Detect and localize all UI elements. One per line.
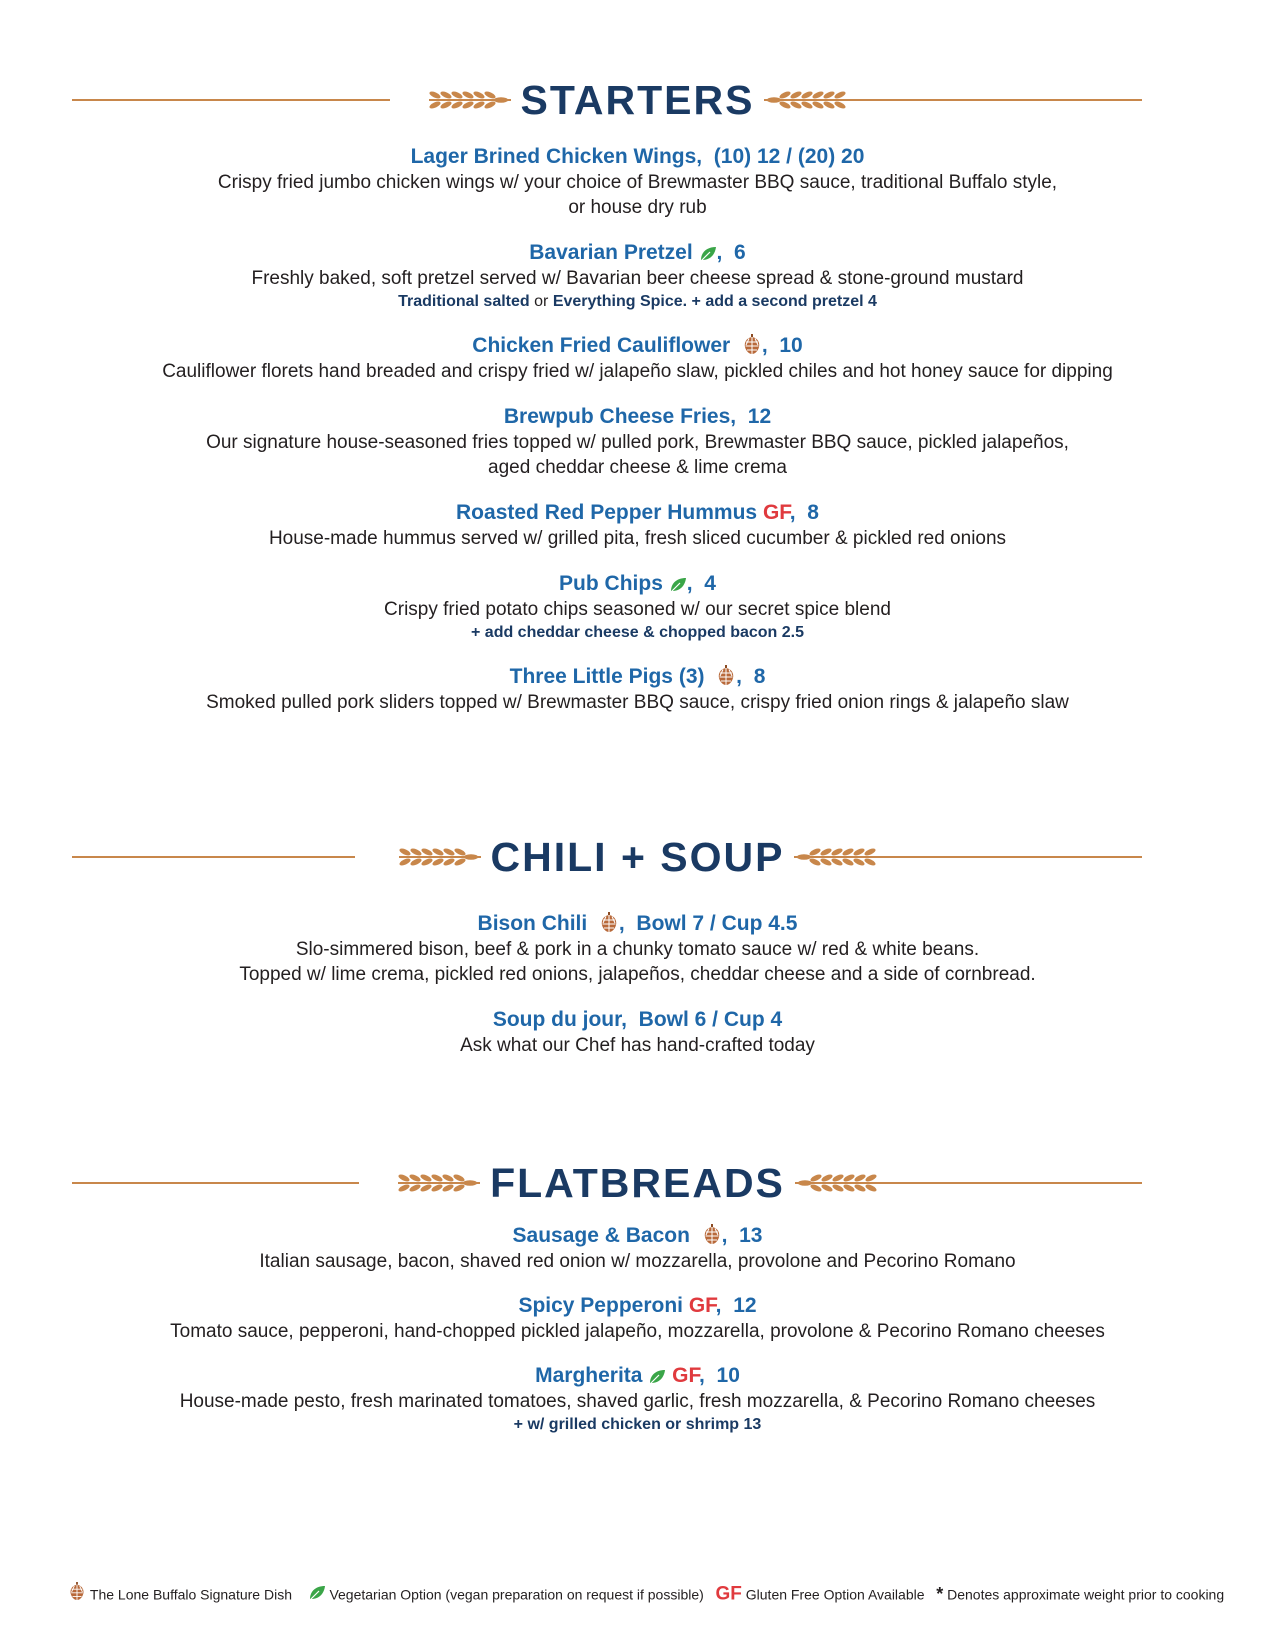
legend-signature: The Lone Buffalo Signature Dish: [89, 1586, 292, 1603]
item-price: 8: [753, 665, 766, 688]
menu-item: Bavarian Pretzel , 6 Freshly baked, soft pretzel served w/ Bavarian beer cheese spread & stone-ground mustard Traditional salted or Everything Spice. + add a second pretzel 4: [0, 240, 1275, 313]
menu-item: [0, 1007, 1275, 1058]
item-description: or house dry rub: [568, 197, 707, 218]
item-name: Lager Brined Chicken Wings,: [410, 145, 703, 168]
item-name: Brewpub Cheese Fries,: [503, 405, 737, 428]
item-description: Crispy fried jumbo chicken wings w/ your choice of Brewmaster BBQ sauce, traditional Buffalo style,: [217, 172, 1058, 193]
legend-vegetarian: Vegetarian Option (vegan preparation on request if possible): [329, 1586, 704, 1603]
section-header: [0, 70, 1275, 130]
item-description: Slo-simmered bison, beef & pork in a chunky tomato sauce w/ red & white beans.: [295, 939, 980, 960]
item-price: 10: [716, 1364, 740, 1387]
section-title: CHILI + SOUP: [490, 834, 785, 880]
menu-item: Bison Chili , Bowl 7 / Cup 4.5 Slo-simmered bison, beef & pork in a chunky tomato sauce w/ red & white beans. Topped w/ lime crema, pickled red onions, jalapeños, cheddar cheese and a side of cornbread.: [0, 911, 1275, 987]
item-description: House-made pesto, fresh marinated tomatoes, shaved garlic, fresh mozzarella, & Pecorino Romano cheeses: [179, 1391, 1096, 1412]
gluten-free-badge: GF: [688, 1294, 716, 1317]
item-price: (10) 12 / (20) 20: [713, 145, 865, 168]
item-description: House-made hummus served w/ grilled pita, fresh sliced cucumber & pickled red onions: [268, 528, 1007, 549]
item-description: Topped w/ lime crema, pickled red onions, jalapeños, cheddar cheese and a side of cornbread.: [239, 964, 1036, 985]
item-name: Roasted Red Pepper Hummus: [456, 501, 758, 524]
menu-item: [0, 404, 1275, 480]
wheat-icon: [427, 89, 513, 111]
section-title: FLATBREADS: [490, 1160, 785, 1206]
item-addon: Traditional salted or Everything Spice. + add a second pretzel 4: [398, 293, 877, 310]
asterisk-icon: *: [936, 1583, 944, 1604]
section-starters: [0, 70, 1275, 715]
item-description: Cauliflower florets hand breaded and crispy fried w/ jalapeño slaw, pickled chiles and hot honey sauce for dipping: [162, 361, 1113, 382]
menu-item: Pub Chips , 4 Crispy fried potato chips seasoned w/ our secret spice blend + add cheddar cheese & chopped bacon 2.5: [0, 571, 1275, 644]
item-price: 12: [747, 405, 772, 428]
section-header: [0, 1153, 1275, 1213]
legend: [68, 1581, 1225, 1605]
leaf-icon: [308, 1585, 326, 1601]
item-description: Italian sausage, bacon, shaved red onion w/ mozzarella, provolone and Pecorino Romano: [259, 1251, 1016, 1272]
item-name: Chicken Fried Cauliflower: [472, 334, 731, 357]
item-addon: + add cheddar cheese & chopped bacon 2.5: [471, 624, 804, 641]
hop-icon: [742, 333, 762, 355]
item-price: 13: [739, 1224, 763, 1247]
section-header: [0, 827, 1275, 887]
wheat-icon: [793, 1172, 879, 1194]
leaf-icon: [669, 577, 687, 593]
wheat-icon: [792, 846, 878, 868]
wheat-icon: [397, 846, 483, 868]
item-addon: + w/ grilled chicken or shrimp 13: [513, 1416, 762, 1433]
menu-item: Sausage & Bacon , 13 Italian sausage, bacon, shaved red onion w/ mozzarella, provolone and Pecorino Romano: [0, 1223, 1275, 1274]
section-title: STARTERS: [520, 77, 755, 123]
item-price: 4: [704, 572, 716, 595]
item-description: Smoked pulled pork sliders topped w/ Brewmaster BBQ sauce, crispy fried onion rings & jalapeño slaw: [206, 692, 1069, 713]
item-name: Bavarian Pretzel: [529, 241, 693, 264]
hop-icon: [599, 911, 619, 933]
gluten-free-badge: GF: [715, 1583, 742, 1605]
hop-icon: [716, 664, 736, 686]
item-description: Crispy fried potato chips seasoned w/ our secret spice blend: [384, 599, 891, 620]
item-name: Bison Chili: [477, 912, 588, 935]
item-description: Tomato sauce, pepperoni, hand-chopped pickled jalapeño, mozzarella, provolone & Pecorino Romano cheeses: [170, 1321, 1105, 1342]
item-price: 10: [779, 334, 803, 357]
leaf-icon: [699, 246, 717, 262]
item-description: aged cheddar cheese & lime crema: [488, 457, 787, 478]
item-price: Bowl 7 / Cup 4.5: [636, 912, 798, 935]
item-name: Margherita: [535, 1364, 643, 1387]
gluten-free-badge: GF: [672, 1364, 699, 1387]
section-chili-soup: [0, 827, 1275, 1058]
leaf-icon: [648, 1369, 666, 1385]
wheat-icon: [396, 1172, 482, 1194]
wheat-icon: [762, 89, 848, 111]
item-price: Bowl 6 / Cup 4: [638, 1008, 783, 1031]
menu-item: Spicy Pepperoni GF, 12 Tomato sauce, pepperoni, hand-chopped pickled jalapeño, mozzarella, provolone & Pecorino Romano cheeses: [0, 1293, 1275, 1344]
item-price: 12: [733, 1294, 757, 1317]
item-name: Sausage & Bacon: [512, 1224, 690, 1247]
menu-item: Margherita GF, 10 House-made pesto, fresh marinated tomatoes, shaved garlic, fresh mozzarella, & Pecorino Romano cheeses + w/ grilled chicken or shrimp 13: [0, 1363, 1275, 1436]
gluten-free-badge: GF: [762, 501, 790, 524]
item-description: Ask what our Chef has hand-crafted today: [460, 1035, 815, 1056]
item-name: Three Little Pigs (3): [509, 665, 705, 688]
hop-icon: [702, 1223, 722, 1245]
menu-item: Roasted Red Pepper Hummus GF, 8 House-made hummus served w/ grilled pita, fresh sliced cucumber & pickled red onions: [0, 500, 1275, 551]
item-price: 6: [734, 241, 746, 264]
hop-icon: [68, 1581, 86, 1601]
section-flatbreads: [0, 1153, 1275, 1436]
item-price: 8: [807, 501, 819, 524]
item-name: Pub Chips: [559, 572, 663, 595]
item-name: Spicy Pepperoni: [518, 1294, 683, 1317]
item-name: Soup du jour,: [492, 1008, 627, 1031]
menu-item: [0, 144, 1275, 220]
legend-gluten-free: Gluten Free Option Available: [745, 1586, 925, 1603]
item-description: Freshly baked, soft pretzel served w/ Bavarian beer cheese spread & stone-ground mustard: [251, 268, 1024, 289]
legend-weight: Denotes approximate weight prior to cooking: [947, 1586, 1225, 1603]
item-description: Our signature house-seasoned fries topped w/ pulled pork, Brewmaster BBQ sauce, pickled jalapeños,: [206, 432, 1069, 453]
menu-item: Three Little Pigs (3) , 8 Smoked pulled pork sliders topped w/ Brewmaster BBQ sauce, crispy fried onion rings & jalapeño slaw: [0, 664, 1275, 715]
menu-item: Chicken Fried Cauliflower , 10 Cauliflower florets hand breaded and crispy fried w/ jalapeño slaw, pickled chiles and hot honey sauce for dipping: [0, 333, 1275, 384]
